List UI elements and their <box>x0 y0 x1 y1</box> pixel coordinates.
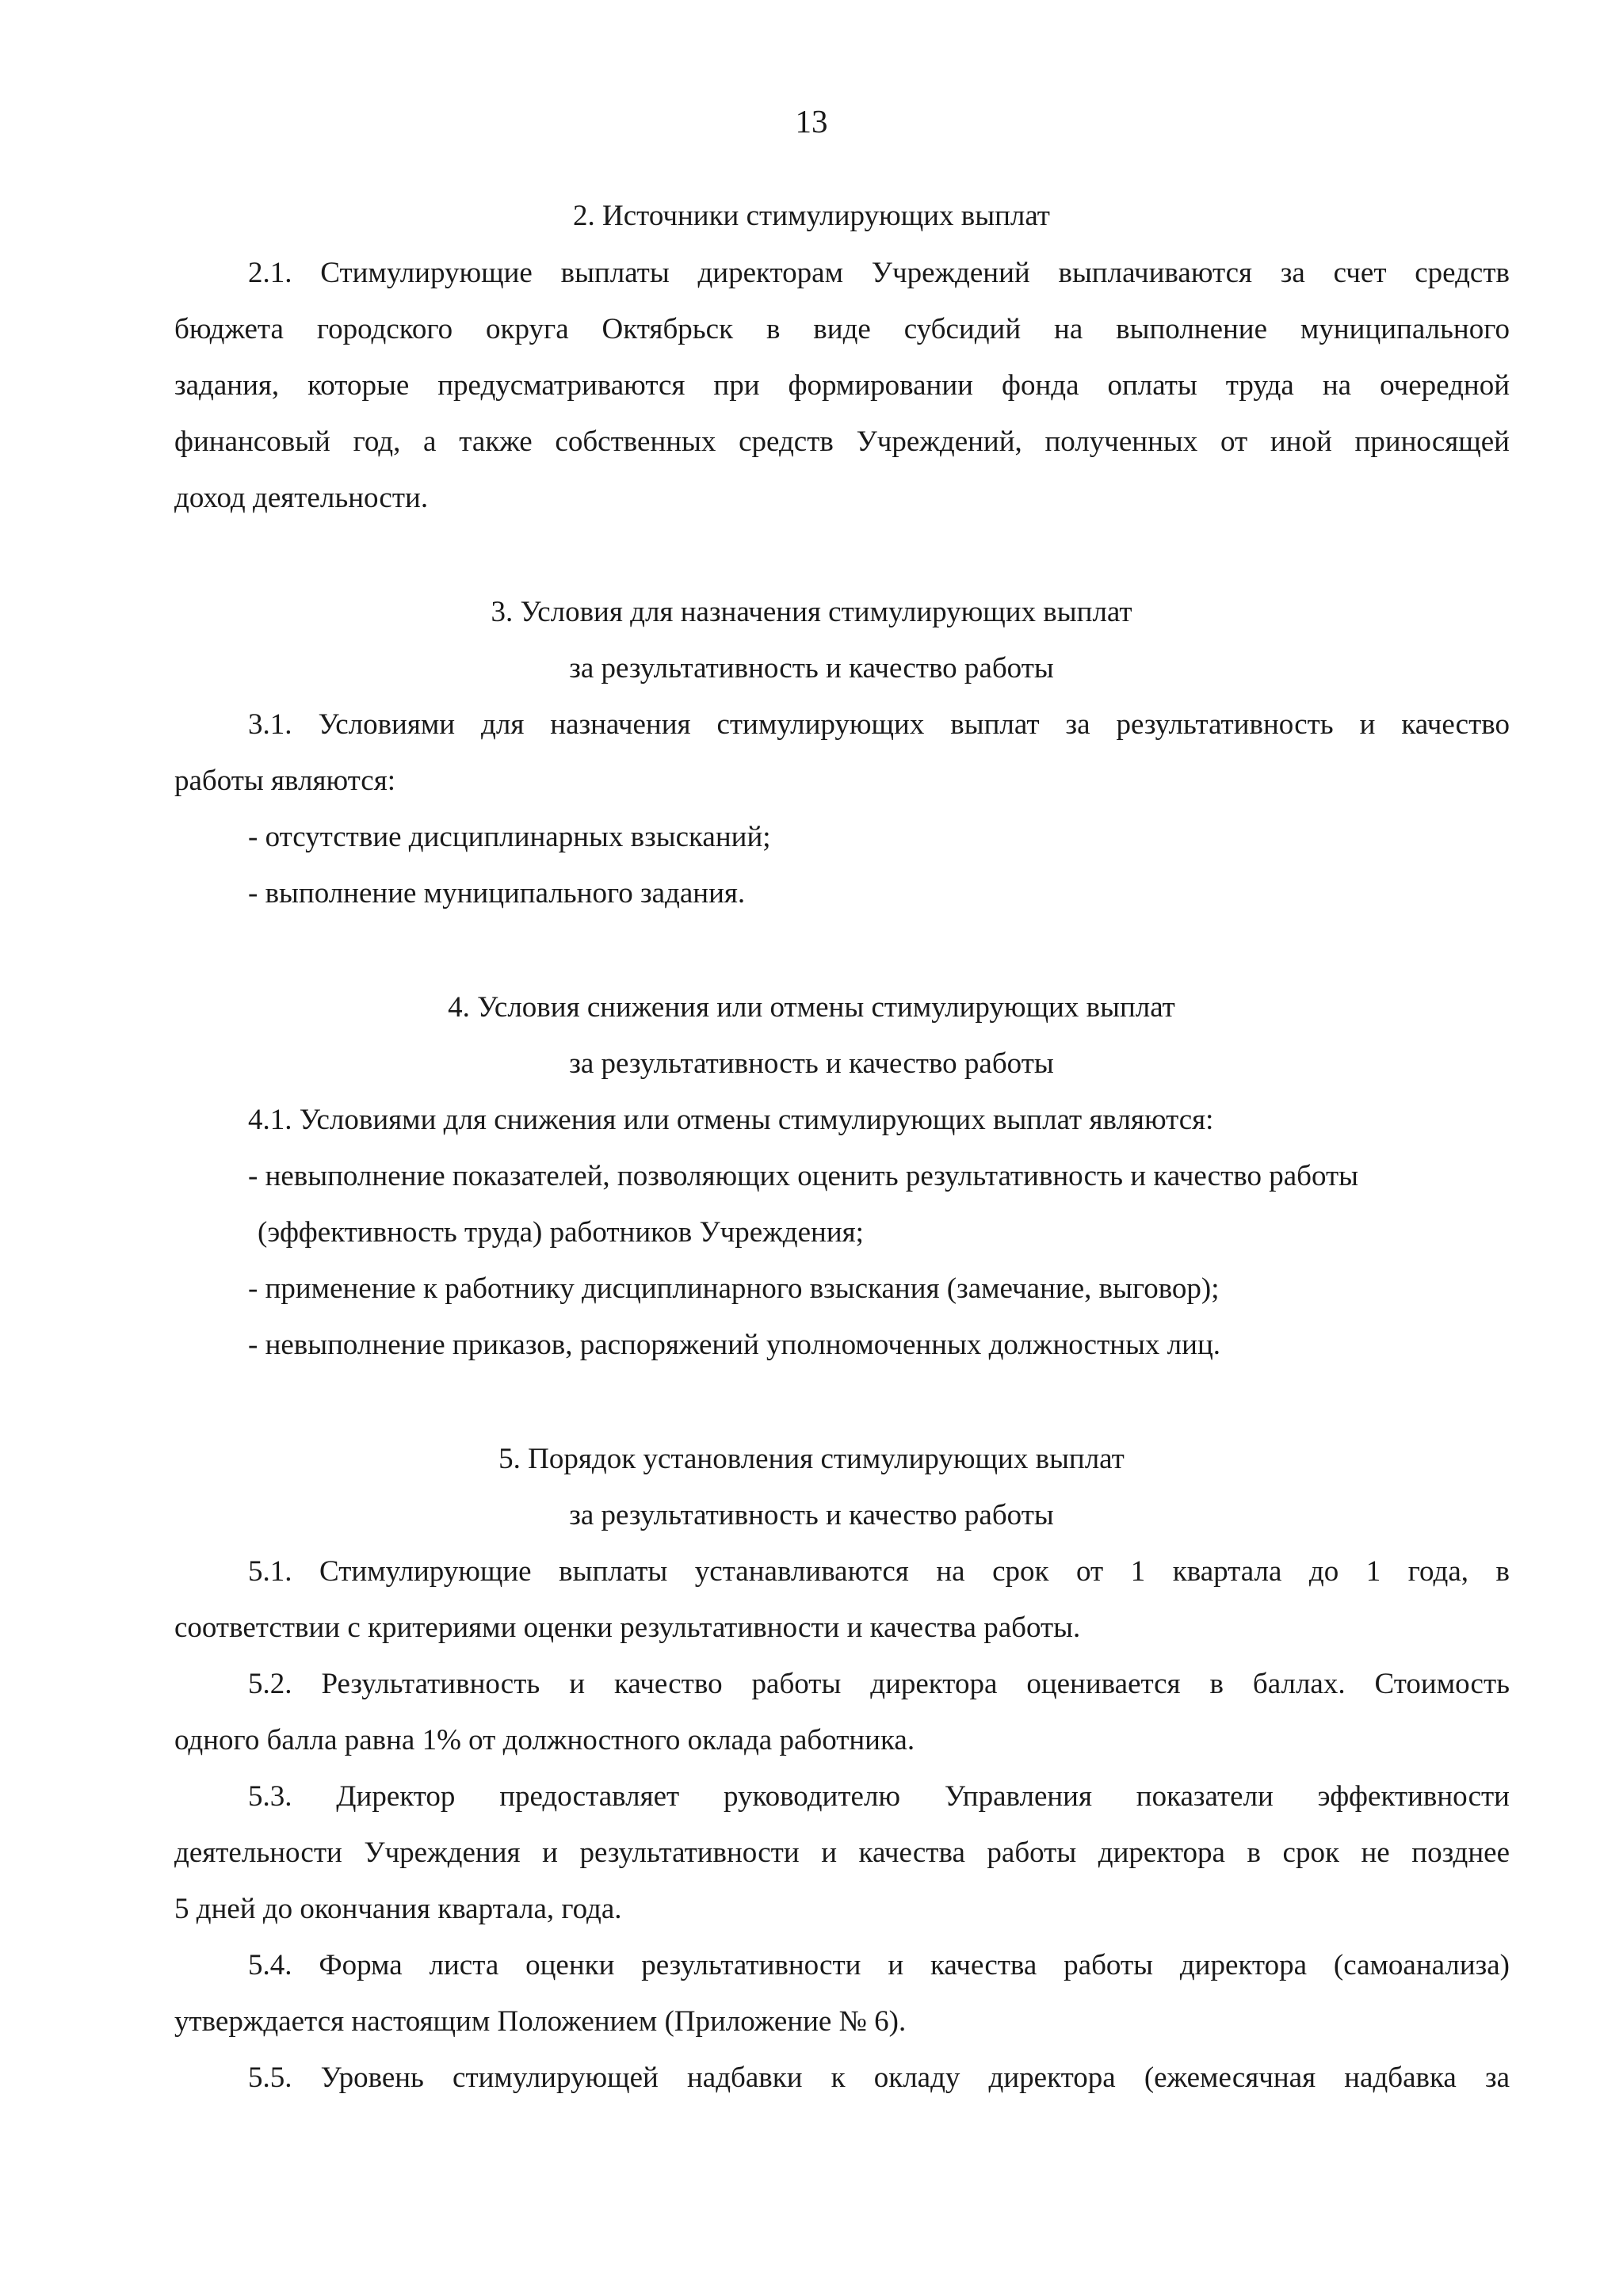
paragraph-5-3-line-2: деятельности Учреждения и результативности и качества работы директора в срок не позднее <box>174 1836 1510 1869</box>
paragraph-5-1-line-2: соответствии с критериями оценки результативности и качества работы. <box>174 1611 1081 1644</box>
paragraph-2-1-line-2: бюджета городского округа Октябрьск в виде субсидий на выполнение муниципального <box>174 313 1510 345</box>
paragraph-5-5-line-1: 5.5. Уровень стимулирующей надбавки к окладу директора (ежемесячная надбавка за <box>248 2061 1510 2094</box>
list-item: - выполнение муниципального задания. <box>248 877 746 910</box>
section-2-heading: 2. Источники стимулирующих выплат <box>573 200 1050 232</box>
section-5-heading-line-2: за результативность и качество работы <box>569 1499 1054 1531</box>
list-item: - невыполнение приказов, распоряжений уполномоченных должностных лиц. <box>248 1329 1220 1361</box>
paragraph-2-1-line-5: доход деятельности. <box>174 482 429 514</box>
paragraph-4-1: 4.1. Условиями для снижения или отмены стимулирующих выплат являются: <box>248 1104 1214 1136</box>
paragraph-5-4-line-1: 5.4. Форма листа оценки результативности и качества работы директора (самоанализа) <box>248 1949 1510 1981</box>
paragraph-5-2-line-2: одного балла равна 1% от должностного оклада работника. <box>174 1724 915 1756</box>
page-number: 13 <box>795 103 828 139</box>
section-4-heading-line-1: 4. Условия снижения или отмены стимулирующих выплат <box>448 991 1175 1024</box>
paragraph-2-1-line-4: финансовый год, а также собственных средств Учреждений, полученных от иной приносящей <box>174 425 1510 458</box>
section-5-heading-line-1: 5. Порядок установления стимулирующих выплат <box>498 1443 1125 1475</box>
list-item: (эффективность труда) работников Учреждения; <box>258 1216 864 1249</box>
paragraph-2-1-line-3: задания, которые предусматриваются при формировании фонда оплаты труда на очередной <box>174 369 1510 402</box>
paragraph-5-2-line-1: 5.2. Результативность и качество работы директора оценивается в баллах. Стоимость <box>248 1668 1510 1700</box>
section-4-heading-line-2: за результативность и качество работы <box>569 1047 1054 1080</box>
paragraph-5-1-line-1: 5.1. Стимулирующие выплаты устанавливаются на срок от 1 квартала до 1 года, в <box>248 1555 1510 1588</box>
list-item: - отсутствие дисциплинарных взысканий; <box>248 821 771 853</box>
section-3-heading-line-2: за результативность и качество работы <box>569 652 1054 685</box>
paragraph-5-3-line-3: 5 дней до окончания квартала, года. <box>174 1893 622 1925</box>
paragraph-3-1-line-1: 3.1. Условиями для назначения стимулирующих выплат за результативность и качество <box>248 708 1510 741</box>
paragraph-3-1-line-2: работы являются: <box>174 765 396 797</box>
list-item: - невыполнение показателей, позволяющих оценить результативность и качество работы <box>248 1160 1359 1192</box>
paragraph-5-4-line-2: утверждается настоящим Положением (Приложение № 6). <box>174 2005 907 2038</box>
paragraph-5-3-line-1: 5.3. Директор предоставляет руководителю Управления показатели эффективности <box>248 1780 1510 1813</box>
paragraph-2-1-line-1: 2.1. Стимулирующие выплаты директорам Учреждений выплачиваются за счет средств <box>248 257 1510 289</box>
section-3-heading-line-1: 3. Условия для назначения стимулирующих выплат <box>491 596 1132 628</box>
list-item: - применение к работнику дисциплинарного взыскания (замечание, выговор); <box>248 1272 1220 1305</box>
